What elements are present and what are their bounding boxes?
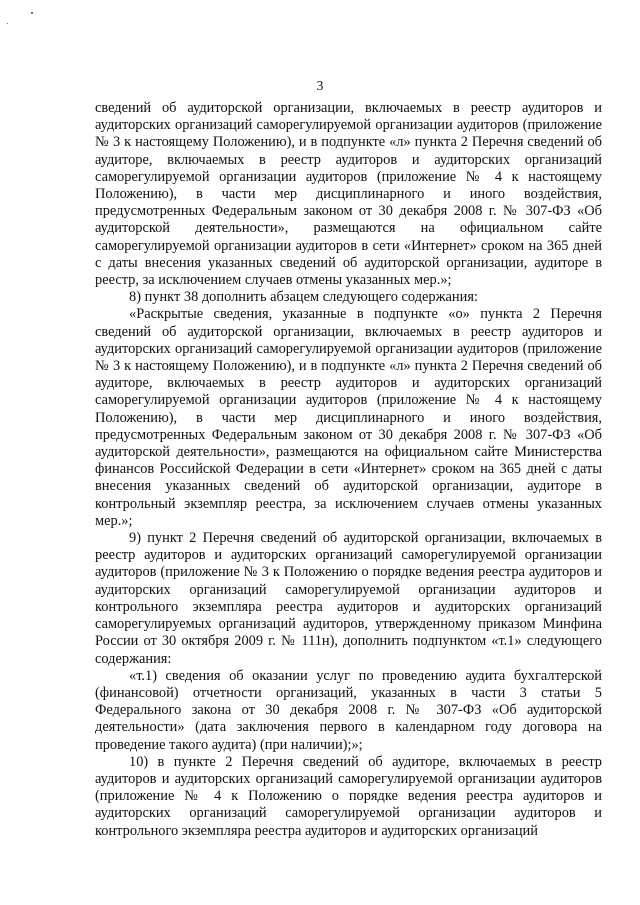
quote-t1: «т.1) сведения об оказании услуг по проведению аудита бухгалтерской (финансовой) отчетности организаций, указанных в части 3 статьи 5 Федерального закона от 30 декабря 2008 г. № 307-ФЗ «Об аудиторской деятельности» (дата заключения первого в календарном году договора на проведение такого аудита) (при наличии);»; bbox=[95, 667, 602, 753]
document-body bbox=[95, 100, 602, 840]
page-number: 3 bbox=[316, 78, 324, 93]
item-9: 9) пункт 2 Перечня сведений об аудиторской организации, включаемых в реестр аудиторов и аудиторских организаций саморегулируемой организации аудиторов (приложение № 3 к Положению о порядке ведения реестра аудиторов и аудиторских организаций саморегулируемой организации аудиторов и контрольного экземпляра реестра аудиторов и аудиторских организаций саморегулируемых организаций аудиторов, утвержденному приказом Минфина России от 30 октября 2009 г. № 111н), дополнить подпунктом «т.1» следующего содержания: bbox=[95, 530, 602, 667]
item-10: 10) в пункте 2 Перечня сведений об аудиторе, включаемых в реестр аудиторов и аудиторских организаций саморегулируемой организации аудиторов (приложение № 4 к Положению о порядке ведения реестра аудиторов и аудиторских организаций саморегулируемой организации аудиторов и контрольного экземпляра реестра аудиторов и аудиторских организаций bbox=[95, 753, 602, 839]
paragraph-continuation: сведений об аудиторской организации, включаемых в реестр аудиторов и аудиторских организаций саморегулируемой организации аудиторов (приложение № 3 к настоящему Положению), и в подпункте «л» пункта 2 Перечня сведений об аудиторе, включаемых в реестр аудиторов и аудиторских организаций саморегулируемой организации аудиторов (приложение № 4 к настоящему Положению), в части мер дисциплинарного и иного воздействия, предусмотренных Федеральным законом от 30 декабря 2008 г. № 307-ФЗ «Об аудиторской деятельности», размещаются на официальном сайте саморегулируемой организации аудиторов в сети «Интернет» сроком на 365 дней с даты внесения указанных сведений об аудиторской организации, аудиторе в реестр, за исключением случаев отмены указанных мер.»; bbox=[95, 100, 602, 289]
scan-speck bbox=[7, 23, 8, 24]
scan-speck bbox=[31, 12, 33, 14]
item-8: 8) пункт 38 дополнить абзацем следующего содержания: bbox=[129, 289, 478, 306]
quote-disclosed-info: «Раскрытые сведения, указанные в подпункте «о» пункта 2 Перечня сведений об аудиторской организации, включаемых в реестр аудиторов и аудиторских организаций саморегулируемой организации аудиторов (приложение № 3 к настоящему Положению), и в подпункте «л» пункта 2 Перечня сведений об аудиторе, включаемых в реестр аудиторов и аудиторских организаций саморегулируемой организации аудиторов (приложение № 4 к настоящему Положению), в части мер дисциплинарного и иного воздействия, предусмотренных Федеральным законом от 30 декабря 2008 г. № 307-ФЗ «Об аудиторской деятельности», размещаются на официальном сайте Министерства финансов Российской Федерации в сети «Интернет» сроком на 365 дней с даты внесения указанных сведений об аудиторской организации, аудиторе в контрольный экземпляр реестра, за исключением случаев отмены указанных мер.»; bbox=[95, 306, 602, 529]
